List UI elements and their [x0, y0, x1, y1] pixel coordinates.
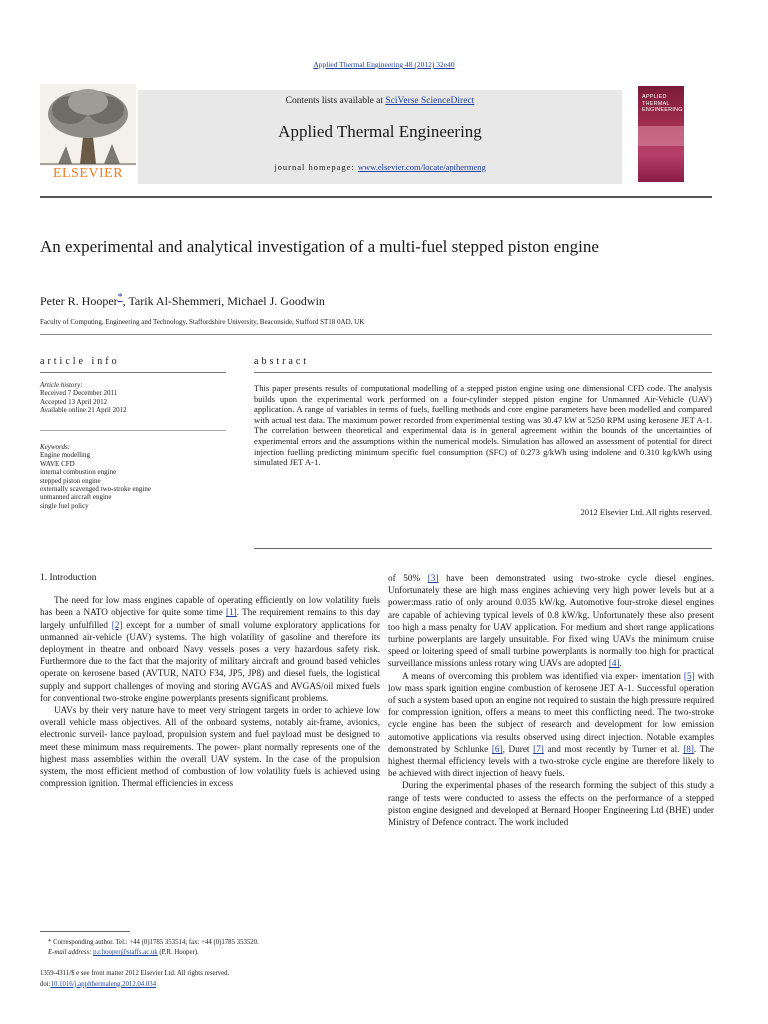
- body-column-left: [40, 572, 380, 789]
- keyword-item: externally scavenged two-stroke engine: [40, 485, 151, 494]
- body-paragraph: During the experimental phases of the research forming the subject of this study a range of tests were conducted to assess the effects on the performance of a stepped piston engine designed and developed at Bernard Hooper Engineering Ltd (BHE) under Ministry of Defence contract. The work included: [388, 780, 714, 828]
- citation-link[interactable]: [4]: [608, 658, 620, 669]
- keyword-item: Engine modelling: [40, 451, 90, 460]
- keyword-item: internal combustion engine: [40, 468, 117, 477]
- text-run: .: [619, 658, 622, 669]
- text-run: and most recently by Turner et al.: [543, 743, 684, 754]
- history-label: Article history:: [40, 381, 83, 389]
- title-divider: [40, 334, 712, 335]
- abstract-copyright: 2012 Elsevier Ltd. All rights reserved.: [580, 507, 712, 517]
- corresponding-author-mark[interactable]: *: [117, 292, 123, 303]
- keywords-label: Keywords:: [40, 443, 71, 451]
- footnote-contact: * Corresponding author. Tel.: +44 (0)1785 353514; fax: +44 (0)1785 353520.: [48, 939, 259, 946]
- history-accepted: Accepted 13 April 2012: [40, 397, 108, 406]
- abstract-heading: abstract: [254, 356, 310, 367]
- text-run: . The highest thermal efficiency levels with a two-stroke cycle engine are therefore likely to be achieved with direct injection of heavy fuels.: [388, 743, 714, 779]
- publisher-name: ELSEVIER: [52, 166, 124, 181]
- citation-link[interactable]: [8]: [683, 743, 694, 754]
- keyword-item: unmanned aircraft engine: [40, 493, 112, 502]
- journal-banner: [138, 90, 622, 184]
- text-run: . The requirement remains to this day largely unfulfilled: [40, 607, 380, 630]
- journal-title: Applied Thermal Engineering: [278, 122, 482, 141]
- footnote-rule: [40, 931, 130, 932]
- abstract-text: This paper presents results of computational modelling of a stepped piston engine using one dimensional CFD code. The analysis builds upon the experimental work performed on a four-cylinder stepped piston engine for Unmanned Air-Vehicle (UAV) application. A range of variables in terms of fuels, fuelling methods and core engine parameters have been modelled and compared with actual test data. The maximum power recorded from experimental testing was 30.47 kW at 5250 RPM using kerosene JET A-1. The correlation between theoretical and experimental data is in general agreement within the bounds of the uncertainties of experimental errors and the assumptions within the numerical models. Simulation has allowed an assessment of potential for direct injection fuelling predicting minimum specific fuel consumption (SFC) of 0.273 g/kWh using indolene and 0.310 kg/kWh using simulated JET A-1.: [254, 383, 712, 468]
- body-paragraph: [40, 594, 380, 704]
- text-run: The need for low mass engines capable of operating efficiently on low volatility fuels has been a NATO objective for quite some time: [40, 595, 380, 618]
- cover-band: [638, 126, 684, 146]
- citation-link[interactable]: [5]: [683, 670, 695, 681]
- publisher-logo[interactable]: [40, 84, 136, 184]
- text-run: except for a number of small volume exploratory applications for unmanned air-vehicle (UAV) systems. The high volatility of gasoline and therefore its deployment in theatre and onboard Navy vessels poses a very hazardous safety risk. Furthermore due to the fact that the majority of military aircraft and ground based vehicles operate on kerosene based (AVTUR, NATO F34, JP5, JP8) and diesel fuels, the logistical supply and support challenges of moving and storing AVGAS and AVGAS/oil mixed fuels for conventional two-stroke engine powerplants presents significant problems.: [40, 619, 380, 703]
- text-run: A means of overcoming this problem was identified via exper- imentation: [402, 670, 684, 681]
- text-run: with low mass spark ignition engine combustion of kerosene JET A-1. Successful operation of such a system based upon an engine not required to sustain the high pressure required for compression ignition, offers a means to meet this conflicting need. The two-stroke cycle engine has been the subject of research and development for low emission automotive applications via results observed using direct injection. Notable examples demonstrated by Schlunke: [388, 670, 714, 754]
- abstract-rule: [254, 372, 712, 373]
- article-info-rule: [40, 372, 226, 373]
- text-run: of 50%: [388, 573, 428, 583]
- keyword-item: WAVE CFD: [40, 459, 75, 468]
- homepage-label: journal homepage:: [274, 162, 358, 172]
- issn-doi-block: [40, 969, 380, 990]
- contents-prefix: Contents lists available at: [285, 96, 386, 106]
- body-paragraph: [388, 572, 714, 670]
- keyword-list: [40, 443, 226, 510]
- header-divider: [40, 196, 712, 198]
- keyword-item: stepped piston engine: [40, 476, 101, 485]
- issn-line: 1359-4311/$ e see front matter 2012 Elsevier Ltd. All rights reserved.: [40, 970, 230, 977]
- corresponding-author-footnote: [48, 938, 378, 958]
- history-online: Available online 21 April 2012: [40, 406, 127, 415]
- text-run: , Duret: [502, 743, 534, 754]
- cover-title: APPLIED THERMAL ENGINEERING: [642, 94, 683, 113]
- abstract-bottom-rule: [254, 548, 712, 549]
- journal-reference-link[interactable]: Applied Thermal Engineering 48 (2012) 32e40: [313, 60, 455, 69]
- keyword-item: single fuel policy: [40, 501, 89, 510]
- body-column-right: [388, 572, 714, 828]
- elsevier-tree-icon: [40, 84, 136, 166]
- citation-link[interactable]: [6]: [491, 743, 503, 754]
- email-link[interactable]: p.r.hooper@staffs.ac.uk: [93, 949, 158, 957]
- history-divider: [40, 430, 226, 431]
- text-run: have been demonstrated using two-stroke cycle diesel engines. Unfortunately these are high mass engines achieving very high power levels but at a power:mass ratio of only around 0.035 kW/kg. Automotive four-stroke diesel engines are capable of achieving typical levels of 0.8 kW/kg. Unfortunately these also present too high a mass penalty for UAV application. For medium and short range applications turbine powerplants are largely unsuitable. For fixed wing UAVs the minimum cruise speed or loitering speed of small turbine powerplants is normally too high for practical surveillance missions unless rotary wing UAVs are adopted: [388, 573, 714, 669]
- article-title: An experimental and analytical investigation of a multi-fuel stepped piston engine: [40, 237, 599, 256]
- citation-link[interactable]: [7]: [533, 743, 544, 754]
- article-info-heading: article info: [40, 356, 120, 367]
- citation-link[interactable]: [1]: [226, 607, 237, 618]
- author-first[interactable]: Peter R. Hooper: [40, 294, 118, 308]
- sciencedirect-link[interactable]: SciVerse ScienceDirect: [385, 96, 475, 106]
- citation-link[interactable]: [2]: [111, 619, 123, 630]
- journal-homepage: [138, 162, 622, 184]
- email-suffix: (P.R. Hooper).: [157, 949, 199, 957]
- citation-link[interactable]: [3]: [427, 573, 439, 583]
- journal-cover-thumbnail[interactable]: [638, 86, 684, 182]
- author-others[interactable]: , Tarik Al-Shemmeri, Michael J. Goodwin: [122, 294, 325, 308]
- body-paragraph: [388, 670, 714, 780]
- author-list: [40, 292, 325, 309]
- section-heading: 1. Introduction: [40, 573, 97, 583]
- contents-line: [138, 96, 622, 106]
- homepage-link[interactable]: www.elsevier.com/locate/apthermeng: [357, 162, 486, 172]
- doi-link[interactable]: 10.1016/j.applthermaleng.2012.04.034: [50, 980, 157, 988]
- journal-masthead: [40, 84, 620, 184]
- body-paragraph: UAVs by their very nature have to meet very stringent targets in order to achieve low overall vehicle mass objectives. All of the onboard systems, notably air-frame, avionics, electronic surveil- lance payload, propulsion system and fuel payload must be designed to meet these minimum mass requirements. The power- plant normally represents one of the highest mass assemblies within the overall UAV system. In the case of the propulsion system, the most efficient method of combustion of low volatility fuels is achieved using compression ignition. Thermal efficiencies in excess: [40, 705, 380, 789]
- email-label: E-mail address:: [48, 949, 94, 957]
- history-received: Received 7 December 2011: [40, 389, 118, 398]
- affiliation: Faculty of Computing, Engineering and Technology, Staffordshire University, Beaconside, Stafford ST18 0AD, UK: [40, 318, 365, 326]
- doi-label: doi:: [40, 980, 51, 988]
- article-history: [40, 381, 226, 415]
